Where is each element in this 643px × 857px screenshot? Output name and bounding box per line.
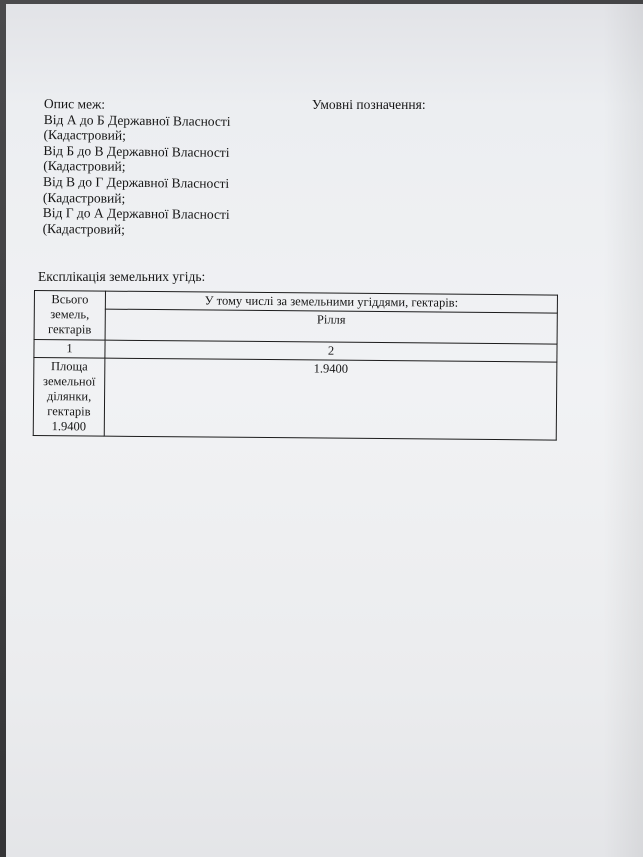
boundary-line: Від Г до А Державної Власності (42, 205, 230, 223)
row-total-value: 1.9400 (51, 419, 87, 434)
row-label-cell (33, 358, 105, 437)
table-row (34, 309, 557, 345)
explication-title: Експлікація земельних угідь: (38, 269, 206, 284)
row-arable-value: 1.9400 (104, 358, 557, 440)
boundary-line: Від Б до В Державної Власності (43, 142, 230, 160)
boundary-description (43, 96, 304, 239)
boundary-line: Від А до Б Державної Власності (43, 111, 231, 129)
document-page (6, 4, 643, 857)
legend-title: Умовні позначення: (312, 97, 426, 112)
explication-table-wrapper (33, 290, 558, 441)
boundary-line: (Кадастровий; (43, 158, 126, 175)
explication-table (33, 290, 558, 441)
boundary-heading: Опис меж: (43, 96, 106, 112)
boundary-line: (Кадастровий; (43, 127, 126, 144)
boundary-line: Від В до Г Державної Власності (43, 173, 230, 191)
column-number-cell: 1 (34, 340, 105, 359)
boundary-line: (Кадастровий; (42, 189, 126, 206)
row-label-text: Площа земельної ділянки, гектарів (42, 359, 96, 419)
boundary-line: (Кадастровий; (42, 220, 126, 237)
header-including-cell: У тому числі за земельними угіддями, гектарів: (105, 291, 557, 313)
header-arable-cell: Рілля (105, 309, 557, 344)
header-total-cell: Всього земель, гектарів (34, 291, 105, 341)
table-row (33, 358, 557, 441)
column-number-cell: 2 (105, 340, 557, 362)
